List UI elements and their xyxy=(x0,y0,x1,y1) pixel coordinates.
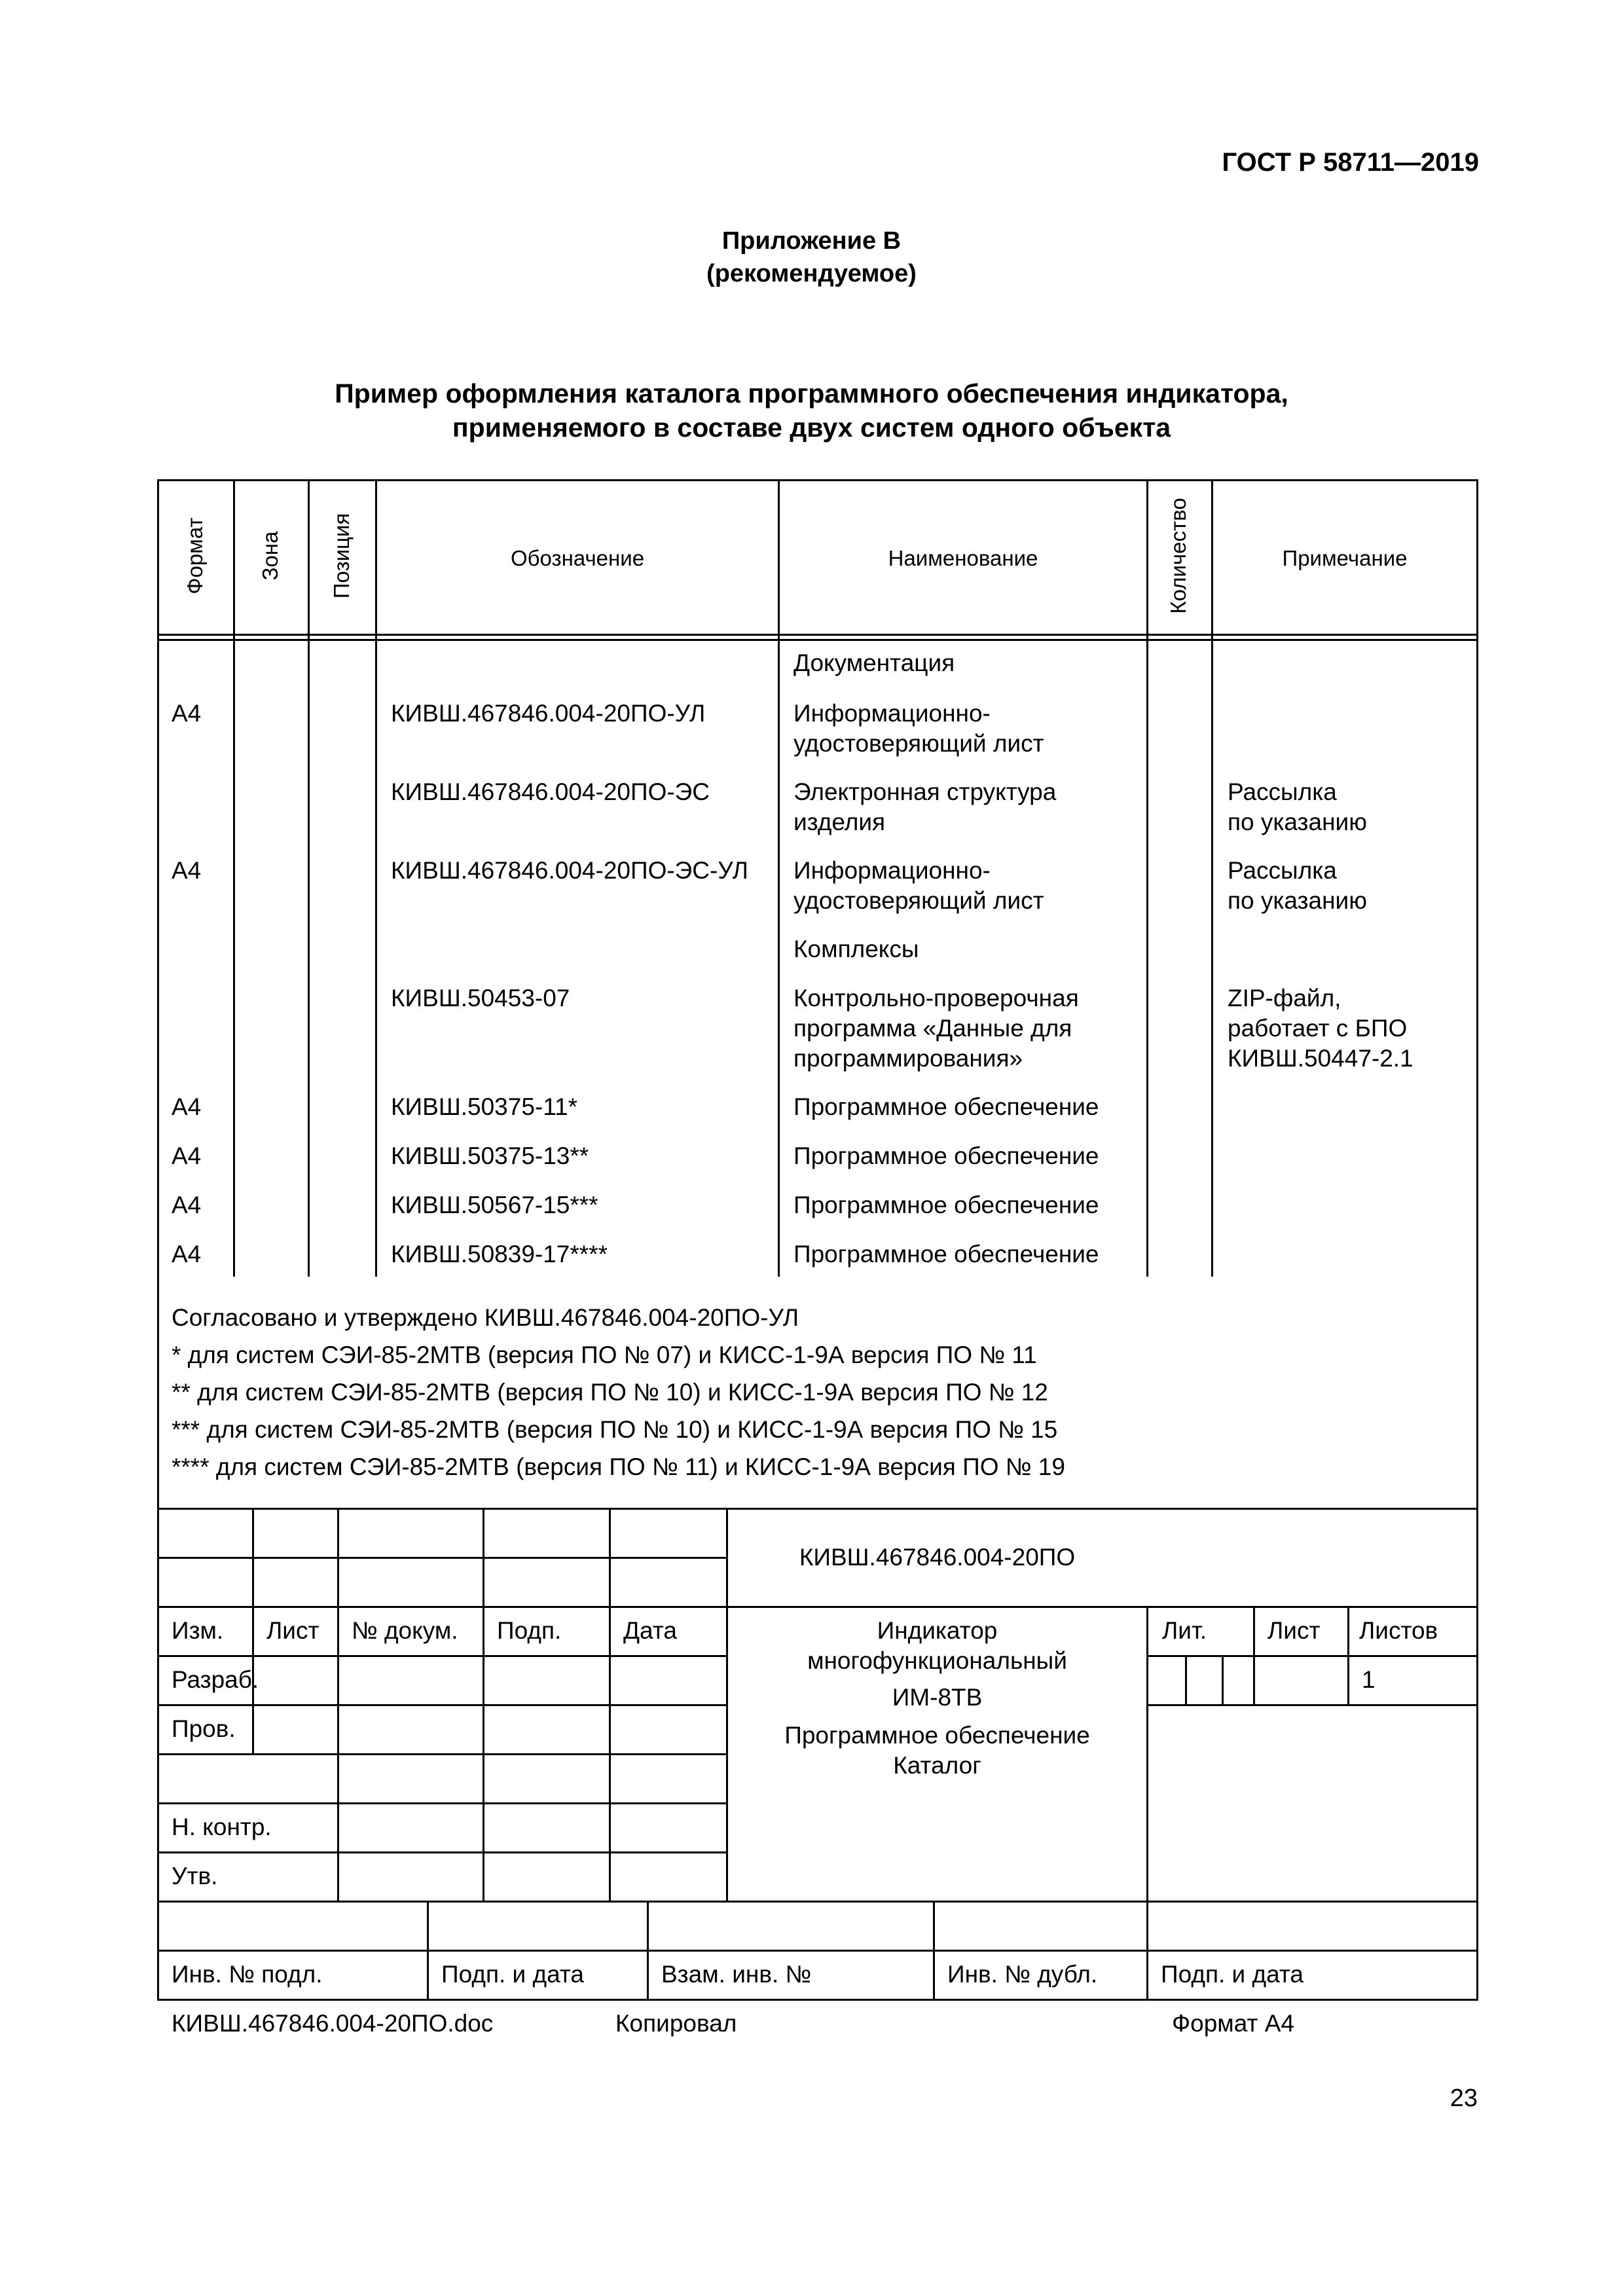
sheet-label: Лист xyxy=(1267,1617,1321,1644)
row-designation: КИВШ.467846.004-20ПО-УЛ xyxy=(391,700,706,727)
row-name: Программное обеспечение xyxy=(793,1192,1099,1218)
header-position: Позиция xyxy=(329,513,354,599)
col-label-list: Лист xyxy=(266,1617,319,1644)
col-label-sign: Подп. xyxy=(497,1617,562,1644)
sheets-value: 1 xyxy=(1362,1666,1376,1693)
row-format: А4 xyxy=(172,857,202,884)
row-name: Контрольно-проверочная xyxy=(793,985,1079,1011)
row-name: удостоверяющий лист xyxy=(793,730,1044,757)
row-name: Программное обеспечение xyxy=(793,1142,1099,1169)
product-name-line: Каталог xyxy=(893,1752,981,1779)
row-designation: КИВШ.50375-13** xyxy=(391,1142,589,1169)
bottom-label-inv-dup: Инв. № дубл. xyxy=(947,1961,1098,1988)
row-name: Информационно- xyxy=(793,700,991,727)
lit-label: Лит. xyxy=(1162,1617,1207,1644)
row-name: изделия xyxy=(793,809,886,835)
header-name: Наименование xyxy=(888,546,1038,570)
row-format: А4 xyxy=(172,1241,202,1267)
row-note: работает с БПО xyxy=(1228,1015,1408,1042)
footer-format: Формат А4 xyxy=(1172,2010,1294,2037)
footer-copied: Копировал xyxy=(615,2010,737,2037)
appendix-type: (рекомендуемое) xyxy=(706,260,917,287)
row-designation: КИВШ.50567-15*** xyxy=(391,1192,598,1218)
row-name: Комплексы xyxy=(793,936,919,962)
row-designation: КИВШ.50453-07 xyxy=(391,985,570,1011)
row-name: Информационно- xyxy=(793,857,991,884)
row-name: Документация xyxy=(793,649,955,676)
col-label-izm: Изм. xyxy=(172,1617,224,1644)
document-code: КИВШ.467846.004-20ПО xyxy=(799,1544,1076,1571)
note-line: ** для систем СЭИ-85-2МТВ (версия ПО № 10) и КИСС-1-9А версия ПО № 12 xyxy=(172,1379,1048,1406)
note-line: Согласовано и утверждено КИВШ.467846.004-20ПО-УЛ xyxy=(172,1304,799,1331)
row-name: программирования» xyxy=(793,1045,1023,1072)
row-name: программа «Данные для xyxy=(793,1015,1072,1042)
product-name-line: Индикатор xyxy=(877,1617,998,1644)
header-quantity: Количество xyxy=(1166,498,1190,614)
header-note: Примечание xyxy=(1282,546,1408,570)
bottom-label-sign-date: Подп. и дата xyxy=(441,1961,584,1988)
note-line: **** для систем СЭИ-85-2МТВ (версия ПО № 11) и КИСС-1-9А версия ПО № 19 xyxy=(172,1453,1065,1480)
row-designation: КИВШ.467846.004-20ПО-ЭС-УЛ xyxy=(391,857,748,884)
sheets-label: Листов xyxy=(1359,1617,1438,1644)
row-designation: КИВШ.467846.004-20ПО-ЭС xyxy=(391,778,710,805)
row-note: Рассылка xyxy=(1228,778,1337,805)
product-name-line: ИМ-8ТВ xyxy=(892,1684,983,1711)
product-name-line: многофункциональный xyxy=(807,1647,1067,1674)
row-name: Программное обеспечение xyxy=(793,1093,1099,1120)
row-name: Программное обеспечение xyxy=(793,1241,1099,1267)
footer-filename: КИВШ.467846.004-20ПО.doc xyxy=(172,2010,494,2037)
col-label-docnum: № докум. xyxy=(352,1617,458,1644)
row-format: А4 xyxy=(172,1192,202,1218)
row-format: А4 xyxy=(172,700,202,727)
row-name: Электронная структура xyxy=(793,778,1057,805)
bottom-label-replace-inv: Взам. инв. № xyxy=(661,1961,812,1988)
row-note: по указанию xyxy=(1228,887,1367,914)
row-note: ZIP-файл, xyxy=(1228,985,1341,1011)
role-developer: Разраб. xyxy=(172,1666,259,1693)
product-name-line: Программное обеспечение xyxy=(784,1722,1090,1749)
row-designation: КИВШ.50375-11* xyxy=(391,1093,578,1120)
row-note: Рассылка xyxy=(1228,857,1337,884)
row-format: А4 xyxy=(172,1142,202,1169)
row-designation: КИВШ.50839-17**** xyxy=(391,1241,608,1267)
bottom-label-sign-date-2: Подп. и дата xyxy=(1161,1961,1304,1988)
row-format: А4 xyxy=(172,1093,202,1120)
note-line: *** для систем СЭИ-85-2МТВ (версия ПО № 10) и КИСС-1-9А версия ПО № 15 xyxy=(172,1416,1058,1443)
caption-line1: Пример оформления каталога программного обеспечения индикатора, xyxy=(335,378,1288,409)
role-checker: Пров. xyxy=(172,1715,236,1742)
note-line: * для систем СЭИ-85-2МТВ (версия ПО № 07) и КИСС-1-9А версия ПО № 11 xyxy=(172,1341,1037,1368)
role-normcontrol: Н. контр. xyxy=(172,1813,272,1840)
bottom-label-inv-orig: Инв. № подл. xyxy=(172,1961,323,1988)
row-name: удостоверяющий лист xyxy=(793,887,1044,914)
page-number: 23 xyxy=(1450,2085,1478,2112)
header-zone: Зона xyxy=(258,531,282,581)
row-note: КИВШ.50447-2.1 xyxy=(1228,1045,1413,1072)
caption-line2: применяемого в составе двух систем одного объекта xyxy=(452,412,1171,443)
role-approver: Утв. xyxy=(172,1863,218,1889)
standard-number: ГОСТ Р 58711—2019 xyxy=(1222,148,1479,177)
header-designation: Обозначение xyxy=(510,546,645,570)
appendix-title: Приложение В xyxy=(721,227,902,255)
header-format: Формат xyxy=(183,517,207,594)
row-note: по указанию xyxy=(1228,809,1367,835)
col-label-date: Дата xyxy=(623,1617,677,1644)
